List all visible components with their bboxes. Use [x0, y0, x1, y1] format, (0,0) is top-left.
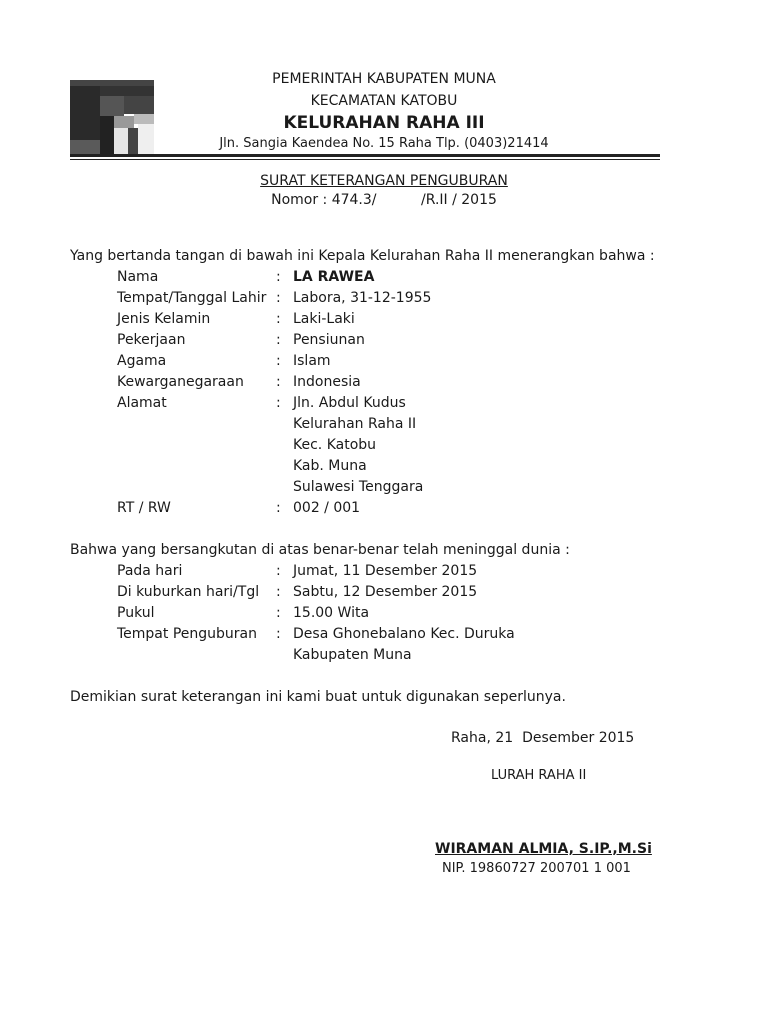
colon: : — [276, 269, 281, 285]
label-tempat-penguburan: Tempat Penguburan — [117, 626, 257, 642]
death-intro-text: Bahwa yang bersangkutan di atas benar-benar telah meninggal dunia : — [70, 542, 570, 558]
value-alamat-line: Kelurahan Raha II — [293, 416, 417, 432]
header-government: PEMERINTAH KABUPATEN MUNA — [272, 71, 496, 87]
colon: : — [276, 395, 281, 411]
value-kewarganegaraan: Indonesia — [293, 374, 361, 390]
label-pekerjaan: Pekerjaan — [117, 332, 186, 348]
colon: : — [276, 290, 281, 306]
value-alamat-line: Kec. Katobu — [293, 437, 377, 453]
colon: : — [276, 332, 281, 348]
intro-text: Yang bertanda tangan di bawah ini Kepala Kelurahan Raha II menerangkan bahwa : — [70, 248, 655, 264]
value-tempat-line: Kabupaten Muna — [293, 647, 412, 663]
label-pukul: Pukul — [117, 605, 155, 621]
signatory-position: LURAH RAHA II — [491, 768, 587, 783]
label-alamat: Alamat — [117, 395, 167, 411]
label-kewarganegaraan: Kewarganegaraan — [117, 374, 244, 390]
document-title: SURAT KETERANGAN PENGUBURAN — [260, 173, 508, 189]
label-jenis-kelamin: Jenis Kelamin — [117, 311, 211, 327]
label-ttl: Tempat/Tanggal Lahir — [117, 290, 267, 306]
value-pukul: 15.00 Wita — [293, 605, 370, 621]
label-dikuburkan: Di kuburkan hari/Tgl — [117, 584, 260, 600]
value-tempat-line: Desa Ghonebalano Kec. Duruka — [293, 626, 515, 642]
header-rule-thick — [70, 154, 660, 157]
header-address: Jln. Sangia Kaendea No. 15 Raha Tlp. (0403)21414 — [219, 136, 549, 151]
colon: : — [276, 353, 281, 369]
document-number: Nomor : 474.3/ /R.II / 2015 — [271, 192, 497, 208]
value-alamat-line: Sulawesi Tenggara — [293, 479, 424, 495]
label-agama: Agama — [117, 353, 167, 369]
label-pada-hari: Pada hari — [117, 563, 183, 579]
value-ttl: Labora, 31-12-1955 — [293, 290, 432, 306]
colon: : — [276, 584, 281, 600]
value-dikuburkan: Sabtu, 12 Desember 2015 — [293, 584, 478, 600]
value-pada-hari: Jumat, 11 Desember 2015 — [293, 563, 478, 579]
closing-text: Demikian surat keterangan ini kami buat untuk digunakan seperlunya. — [70, 689, 566, 705]
colon: : — [276, 374, 281, 390]
value-nama: LA RAWEA — [293, 269, 375, 285]
value-rt-rw: 002 / 001 — [293, 500, 361, 516]
signatory-nip: NIP. 19860727 200701 1 001 — [442, 861, 631, 876]
value-jenis-kelamin: Laki-Laki — [293, 311, 355, 327]
signatory-name: WIRAMAN ALMIA, S.IP.,M.Si — [435, 841, 652, 857]
value-alamat-line: Kab. Muna — [293, 458, 367, 474]
header-rule-thin — [70, 159, 660, 160]
colon: : — [276, 605, 281, 621]
colon: : — [276, 311, 281, 327]
value-alamat-line: Jln. Abdul Kudus — [293, 395, 406, 411]
label-rt-rw: RT / RW — [117, 500, 171, 516]
header-district: KECAMATAN KATOBU — [310, 93, 458, 109]
colon: : — [276, 563, 281, 579]
value-agama: Islam — [293, 353, 331, 369]
place-date: Raha, 21 Desember 2015 — [451, 730, 635, 746]
label-nama: Nama — [117, 269, 159, 285]
value-pekerjaan: Pensiunan — [293, 332, 365, 348]
colon: : — [276, 500, 281, 516]
colon: : — [276, 626, 281, 642]
header-village: KELURAHAN RAHA III — [283, 113, 485, 133]
